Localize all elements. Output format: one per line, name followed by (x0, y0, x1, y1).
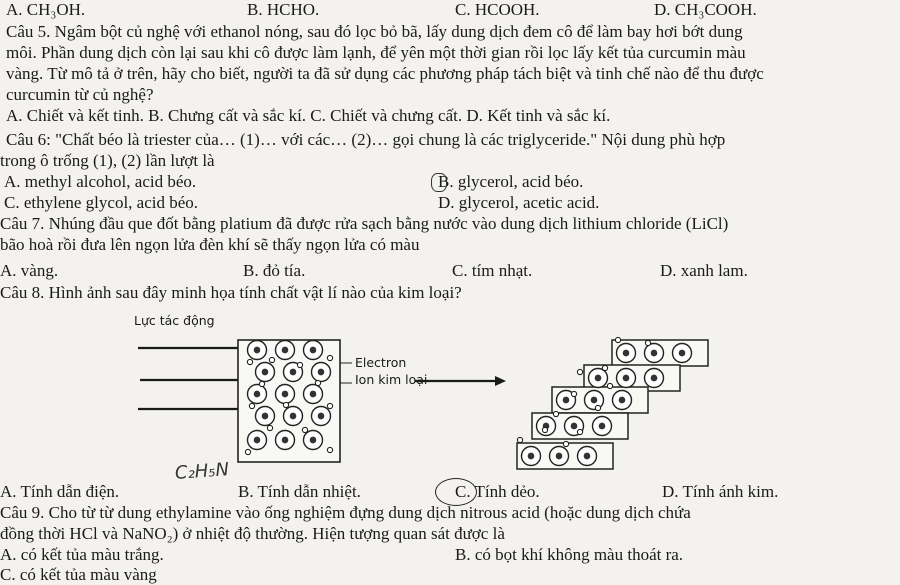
q8-option-d: D. Tính ánh kim. (662, 482, 779, 501)
ion-core (310, 391, 317, 398)
electron (517, 437, 522, 442)
electron (577, 369, 582, 374)
handwritten-note: C₂H₅N (174, 459, 230, 484)
ion-core (254, 391, 261, 398)
q4-option-d: D. CH₃COOH. (654, 0, 757, 19)
ion-core (262, 413, 269, 420)
q4-option-c: C. HCOOH. (455, 0, 540, 19)
q4-option-b: B. HCHO. (247, 0, 320, 19)
q9-option-b: B. có bọt khí không màu thoát ra. (455, 545, 684, 564)
ion-core (262, 369, 269, 376)
electron (245, 449, 250, 454)
ion-core (290, 413, 297, 420)
electron (607, 383, 612, 388)
ion-core (571, 423, 578, 430)
q5-line-4: curcumin từ củ nghệ? (6, 85, 154, 104)
electron (602, 365, 607, 370)
electron (327, 355, 332, 360)
q8-option-c: C. Tính dẻo. (455, 482, 540, 501)
electron (247, 359, 252, 364)
ion-core (318, 369, 325, 376)
electron (571, 391, 576, 396)
ion-core (282, 347, 289, 354)
q9-line-2: đồng thời HCl và NaNO₂) ở nhiệt độ thường. Hiện tượng quan sát được là (0, 524, 505, 543)
electron (259, 381, 264, 386)
q4-option-a: A. CH₃OH. (6, 0, 86, 19)
ion-core (623, 350, 630, 357)
ion-core (282, 391, 289, 398)
ion-core (556, 453, 563, 460)
ion-core (254, 347, 261, 354)
ion-core (651, 375, 658, 382)
electron (327, 403, 332, 408)
q7-option-c: C. tím nhạt. (452, 261, 533, 280)
q7-line-2: bão hoà rồi đưa lên ngọn lửa đèn khí sẽ thấy ngọn lửa có màu (0, 235, 420, 254)
ion-core (623, 375, 630, 382)
electron (327, 447, 332, 452)
q9-line-1: Câu 9. Cho từ từ dung ethylamine vào ống nghiệm đựng dung dịch nitrous acid (hoặc dung dịch chứa (0, 503, 691, 522)
q9-option-a: A. có kết tủa màu trắng. (0, 545, 164, 564)
q5-line-3: vàng. Từ mô tả ở trên, hãy cho biết, người ta đã sử dụng các phương pháp tách biệt và tinh chế nào để thu được (6, 64, 764, 83)
ion-core (254, 437, 261, 444)
electron (249, 403, 254, 408)
q8-line-1: Câu 8. Hình ảnh sau đây minh họa tính chất vật lí nào của kim loại? (0, 283, 462, 302)
electron-label: Electron (355, 355, 407, 370)
q6-option-d: D. glycerol, acetic acid. (438, 193, 600, 212)
q9-option-c: C. có kết tủa màu vàng (0, 565, 157, 584)
electron (563, 441, 568, 446)
q5-line-1: Câu 5. Ngâm bột củ nghệ với ethanol nóng, sau đó lọc bỏ bã, lấy dung dịch đem cô để làm bay hơi bớt dung (6, 22, 743, 41)
electron (315, 380, 320, 385)
ion-core (651, 350, 658, 357)
ion-label: Ion kim loại (355, 372, 428, 387)
q6-line-1: Câu 6: "Chất béo là triester của… (1)… với các… (2)… gọi chung là các triglyceride." Nội dung phù hợp (6, 130, 726, 149)
ion-core (528, 453, 535, 460)
ion-core (282, 437, 289, 444)
q7-line-1: Câu 7. Nhúng đầu que đốt bằng platium đã được rửa sạch bằng nước vào dung dịch lithium chloride (LiCl) (0, 214, 729, 233)
ion-core (599, 423, 606, 430)
q6-option-a: A. methyl alcohol, acid béo. (4, 172, 197, 191)
ion-core (591, 397, 598, 404)
q5-line-2: môi. Phần dung dịch còn lại sau khi cô được làm lạnh, để yên một thời gian rồi lọc lấy kết tủa curcumin màu (6, 43, 746, 62)
q7-option-d: D. xanh lam. (660, 261, 748, 280)
force-label: Lực tác động (134, 313, 215, 328)
ion-core (679, 350, 686, 357)
electron (297, 362, 302, 367)
q8-option-b: B. Tính dẫn nhiệt. (238, 482, 361, 501)
q5-options: A. Chiết và kết tinh. B. Chưng cất và sắc kí. C. Chiết và chưng cất. D. Kết tinh và sắc kí. (6, 106, 611, 125)
electron (302, 427, 307, 432)
ion-core (595, 375, 602, 382)
ion-core (310, 437, 317, 444)
q6-option-c: C. ethylene glycol, acid béo. (4, 193, 199, 212)
ion-core (290, 369, 297, 376)
ion-core (318, 413, 325, 420)
electron (283, 402, 288, 407)
electron (615, 337, 620, 342)
electron (269, 357, 274, 362)
electron (553, 411, 558, 416)
answer-circle-mark-c (435, 478, 477, 506)
q8-option-a: A. Tính dẫn điện. (0, 482, 120, 501)
electron (645, 340, 650, 345)
q7-option-a: A. vàng. (0, 261, 59, 280)
q6-line-2: trong ô trống (1), (2) lần lượt là (0, 151, 215, 170)
ion-core (584, 453, 591, 460)
q7-option-b: B. đỏ tía. (243, 261, 306, 280)
ion-core (310, 347, 317, 354)
q6-option-b: B. glycerol, acid béo. (438, 172, 584, 191)
ion-core (563, 397, 570, 404)
electron (595, 405, 600, 410)
electron (542, 427, 547, 432)
electron (267, 425, 272, 430)
ion-core (619, 397, 626, 404)
electron (577, 429, 582, 434)
